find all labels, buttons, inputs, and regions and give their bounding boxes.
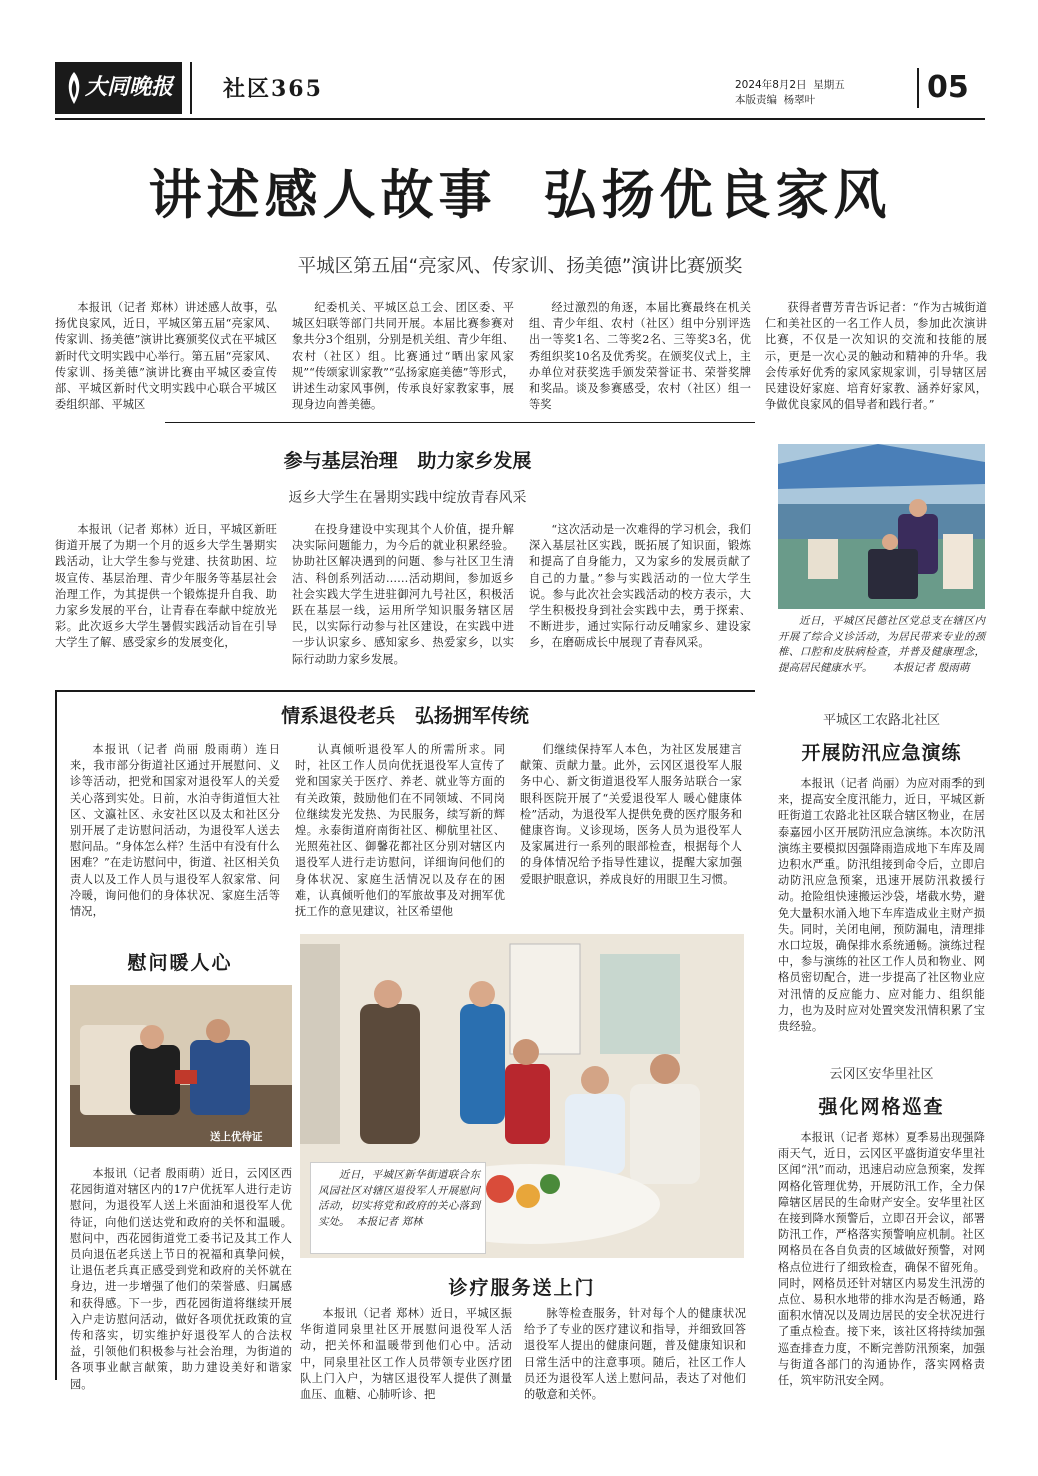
center-photo-caption: 近日，平城区新华街道联合东风园社区对辖区退役军人开展慰问活动，切实将党和政府的关心落到实处。 本报记者 郑林	[318, 1169, 480, 1228]
story3-headline: 情系退役老兵 弘扬拥军传统	[281, 705, 529, 727]
story2-subhead: 返乡大学生在暑期实践中绽放青春风采	[288, 490, 527, 506]
section-title: 社区365	[223, 76, 323, 102]
sidebar1-body: 本报讯（记者 尚丽）为应对雨季的到来，提高安全度汛能力，近日，平城区新旺街道工农路北社区联合辖区物业，在居泰嘉园小区开展防汛应急演练。本次防汛演练主要模拟因强降雨造成地下车库及周边积水严重。防汛组接到命令后，立即启动防汛应急预案，迅速开展防汛救援行动。抢险组快速搬运沙袋，堵截水势，避免大量积水涌入地下车库造成业主财产损失。同时，关闭电闸，预防漏电，清理排水口垃圾，确保排水系统通畅。演练过程中，参与演练的社区工作人员和物业、网格员密切配合，进一步提高了社区物业应对汛情的反应能力、应对能力、组织能力，也为及时应对处置突发汛情积累了宝贵经验。	[778, 777, 985, 1034]
story5-col-2: 脉等检查服务，针对每个人的健康状况给予了专业的医疗建议和指导，并细致回答退役军人提出的健康问题，普及健康知识和日常生活中的注意事项。随后，社区工作人员还为退役军人送上慰问品，表达了对他们的敬意和关怀。	[524, 1307, 746, 1402]
lead-col-4: 获得者曹芳青告诉记者：“作为古城街道仁和美社区的一名工作人员，参加此次演讲比赛，不仅是一次知识的交流和技能的展示，更是一次心灵的触动和精神的升华。我会传承好优秀的家风家规家训，引导辖区居民建设好家庭、培育好家教、涵养好家风，争做优良家风的倡导者和践行者。”	[765, 301, 987, 412]
page-editor: 本版责编 杨翠叶	[735, 94, 816, 106]
story2-headline: 参与基层治理 助力家乡发展	[283, 450, 532, 472]
lead-col-3: 经过激烈的角逐，本届比赛最终在机关组、青少年组、农村（社区）组中分别评选出一等奖1名、二等奖2名、三等奖3名，优秀组织奖10名及优秀奖。在颁奖仪式上，主办单位对获奖选手颁发荣誉证书、荣誉奖牌和奖品。谈及参赛感受，农村（社区）组一等奖	[529, 301, 751, 412]
lead-col-2: 纪委机关、平城区总工会、团区委、平城区妇联等部门共同开展。本届比赛参赛对象共分3个组别，分别是机关组、青少年组、农村（社区）组。比赛通过“晒出家风家规”“传颂家训家教”“弘扬家庭美德”等形式，讲述生动家风事例，传承良好家教家事，展现身边向善美德。	[292, 301, 514, 412]
lead-headline: 讲述感人故事 弘扬优良家风	[148, 165, 892, 226]
logo-text: 大同晚报	[85, 75, 174, 100]
story2-col-3: “这次活动是一次难得的学习机会，我们深入基层社区实践，既拓展了知识面，锻炼和提高了自身能力，又为家乡的发展贡献了自己的力量。”参与实践活动的一位大学生说。参与此次社会实践活动的校方表示，大学生积极投身到社会实践中去，勇于探索、不断进步，通过实际行动反哺家乡、建设家乡，在磨砺成长中展现了青春风采。	[529, 523, 751, 650]
sidebar1-kicker: 平城区工农路北社区	[822, 713, 940, 728]
logo-mark	[63, 70, 85, 106]
story2-col-2: 在投身建设中实现其个人价值，提升解决实际问题能力，为今后的就业积累经验。协助社区解决遇到的问题、参与社区卫生清洁、科创系列活动……活动期间，参加返乡社会实践大学生进驻御河九号社区，积极活跃在基层一线，运用所学知识服务辖区居民，以实际行动参与社区建设，在实践中进一步认识家乡、感知家乡、热爱家乡，以实际行动助力家乡发展。	[292, 523, 514, 666]
sidebar2-kicker: 云冈区安华里社区	[829, 1067, 934, 1082]
visit-photo	[70, 985, 292, 1147]
page-number-divider	[917, 68, 919, 108]
page-number: 05	[927, 70, 969, 105]
story5-headline: 诊疗服务送上门	[448, 1277, 596, 1299]
story4-headline: 慰问暖人心	[127, 952, 233, 974]
visit-photo-label: 送上优待证	[210, 1131, 263, 1143]
masthead	[55, 62, 985, 114]
clinic-photo	[778, 444, 985, 609]
masthead-rule	[55, 118, 985, 120]
story5-col-1: 本报讯（记者 郑林）近日，平城区振华街道同泉里社区开展慰问退役军人活动，把关怀和温暖带到他们心中。活动中，同泉里社区工作人员带领专业医疗团队上门入户，为辖区退役军人提供了测量血压、血糖、心肺听诊、把	[300, 1307, 512, 1402]
sidebar1-headline: 开展防汛应急演练	[801, 742, 962, 764]
sidebar2-body: 本报讯（记者 郑林）夏季易出现强降雨天气，近日，云冈区平盛街道安华里社区闻“汛”而动，迅速启动应急预案，发挥网格化管理优势，开展防汛工作，全力保障辖区居民的生命财产安全。安华里社区在接到降水预警后，立即召开会议，部署防汛工作，严格落实预警响应机制。社区网格员在各自负责的区域做好预警，对网格点位进行了细致检查，确保不留死角。同时，网格员还针对辖区内易发生汛涝的点位、易积水地带的排水沟是否畅通，路面积水情况以及周边居民的安全状况进行了重点检查。接下来，该社区将持续加强巡查排查力度，不断完善防汛预案，加强与街道各部门的沟通协作，落实网格责任，筑牢防汛安全网。	[778, 1131, 985, 1388]
story3-col-3: 们继续保持军人本色，为社区发展建言献策、贡献力量。此外，云冈区退役军人服务中心、新文街道退役军人服务站联合一家眼科医院开展了“关爱退役军人 暖心健康体检”活动，为退役军人提供免费的医疗服务和健康咨询。义诊现场，医务人员为退役军人及家属进行一系列的眼部检查，根据每个人的身体情况给予指导性建议，提醒大家加强爱眼护眼意识，养成良好的用眼卫生习惯。	[520, 743, 742, 886]
story3-col-1: 本报讯（记者 尚丽 殷雨萌）连日来，我市部分街道社区通过开展慰问、义诊等活动，把党和国家对退役军人的关爱关心落到实处。日前，水泊寺街道恒大社区、文瀛社区、永安社区以及太和社区分别开展了走访慰问活动，为退役军人送去慰问品。“身体怎么样？生活中有没有什么困难？”在走访慰问中，街道、社区相关负责人以及工作人员与退役军人叙家常、问冷暖，询问他们的身体状况、家庭生活等情况，	[70, 743, 280, 919]
clinic-photo-caption: 近日，平城区民德社区党总支在辖区内开展了综合义诊活动，为居民带来专业的颈椎、口腔和皮肤病检查，并普及健康理念，提高居民健康水平。 本报记者 殷雨萌	[778, 615, 985, 674]
story4-body: 本报讯（记者 殷雨萌）近日，云冈区西花园街道对辖区内的17户优抚军人进行走访慰问，为退役军人送上米面油和退役军人优待证，向他们送达党和政府的关怀和温暖。慰问中，西花园街道党工委书记及其工作人员向退伍老兵送上节日的祝福和真挚问候，让退伍老兵真正感受到党和政府的关怀就在身边，进一步增强了他们的荣誉感、归属感和获得感。下一步，西花园街道将继续开展入户走访慰问活动，做好各项优抚政策的宣传和落实，切实维护好退役军人的合法权益，引领他们积极参与社会治理，为街道的各项事业献言献策，助力建设美好和谐家园。	[70, 1167, 292, 1391]
section-divider	[190, 62, 192, 114]
story2-col-1: 本报讯（记者 郑林）近日，平城区新旺街道开展了为期一个月的返乡大学生暑期实践活动，让大学生参与党建、扶贫助困、垃圾宣传、基层治理、青少年服务等基层社会治理工作，为其提供一个锻炼提升自我、助力家乡发展的平台，让青春在奉献中绽放光彩。此次返乡大学生暑假实践活动旨在引导大学生了解、感受家乡的发展变化，	[55, 523, 277, 650]
story3-col-2: 认真倾听退役军人的所需所求。同时，社区工作人员向优抚退役军人宣传了党和国家关于医疗、养老、就业等方面的有关政策，鼓励他们在不同领域、不同岗位继续发光发热、为民服务，续写新的辉煌。永泰街道府南街社区、柳航里社区、光照苑社区、御馨花都社区分别对辖区内退役军人进行走访慰问，详细询问他们的身体状况、家庭生活情况以及存在的困难，认真倾听他们的军旅故事及对拥军优抚工作的意见建议，社区希望他	[295, 743, 505, 919]
lead-col-1: 本报讯（记者 郑林）讲述感人故事，弘扬优良家风，近日，平城区第五届“亮家风、传家训、扬美德”演讲比赛颁奖仪式在平城区新时代文明实践中心举行。第五届“亮家风、传家训、扬美德”演讲比赛由平城区委宣传部、平城区新时代文明实践中心联合平城区委组织部、平城区	[55, 301, 277, 412]
sidebar2-headline: 强化网格巡查	[818, 1096, 945, 1118]
lead-rule	[165, 422, 755, 423]
issue-date: 2024年8月2日 星期五	[735, 79, 845, 91]
lead-subhead: 平城区第五届“亮家风、传家训、扬美德”演讲比赛颁奖	[297, 256, 743, 277]
